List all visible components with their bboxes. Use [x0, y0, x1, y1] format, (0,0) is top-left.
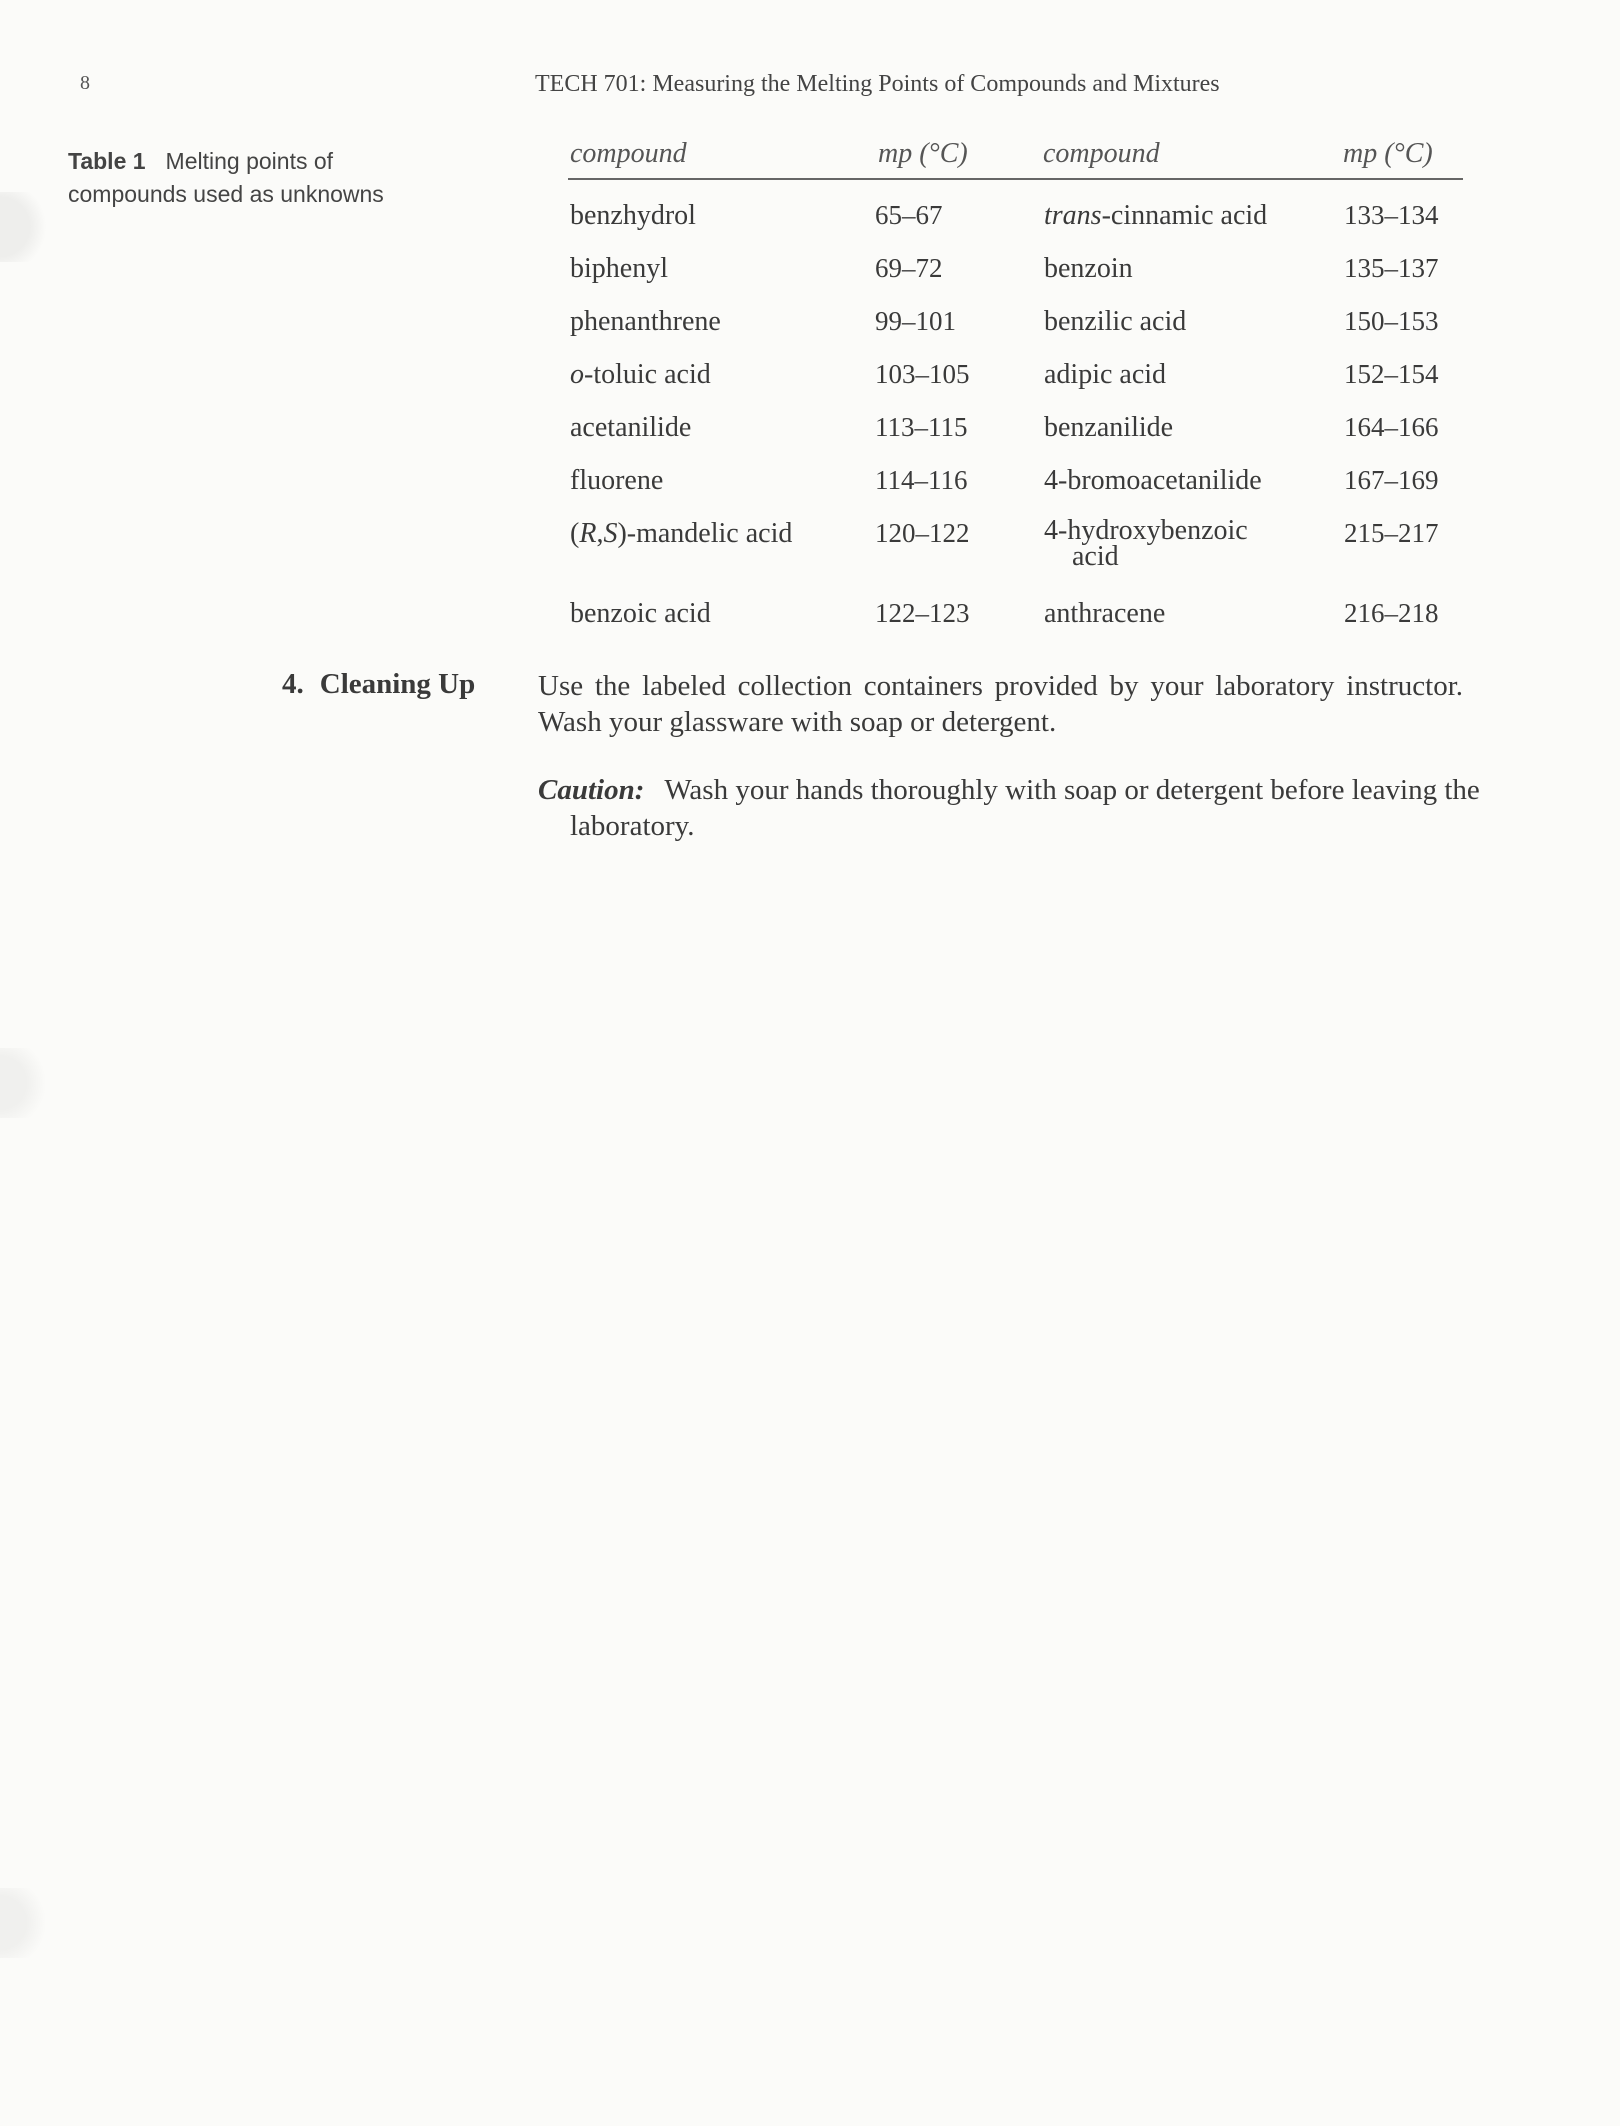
mp-cell: 69–72	[875, 253, 943, 283]
compound-line: acid	[1072, 541, 1119, 572]
table-row	[568, 598, 1463, 634]
table-caption-text: Melting points of compounds used as unknowns	[68, 148, 384, 207]
mp-cell: 216–218	[1344, 598, 1439, 628]
mp-cell: 167–169	[1344, 465, 1439, 495]
table-caption	[68, 145, 448, 211]
compound-cell: trans-cinnamic acid	[1044, 200, 1268, 231]
section-number: 4.	[282, 668, 304, 700]
mp-cell: 120–122	[875, 518, 970, 548]
binder-hole	[0, 1888, 56, 1958]
binder-hole	[0, 1048, 56, 1118]
table-row	[568, 200, 1463, 236]
compound-italic-prefix: trans	[1044, 200, 1102, 231]
compound-line: 4-hydroxybenzoic	[1044, 515, 1248, 546]
mp-cell: 65–67	[875, 200, 943, 230]
compound-cell: anthracene	[1044, 598, 1166, 629]
melting-point-table	[568, 138, 1463, 629]
caution-text: Wash your hands thoroughly with soap or detergent before leaving the laboratory.	[570, 774, 1480, 842]
table-header	[568, 138, 1463, 180]
table-row	[568, 359, 1463, 395]
compound-cell: phenanthrene	[570, 306, 721, 337]
caution-label: Caution:	[538, 774, 645, 806]
compound-cell: (R,S)-mandelic acid	[570, 518, 793, 549]
compound-cell: benzilic acid	[1044, 306, 1187, 337]
page-number: 8	[80, 72, 90, 94]
header-mp-2: mp (°C)	[1343, 138, 1433, 169]
mp-cell: 103–105	[875, 359, 970, 389]
table-caption-label: Table 1	[68, 148, 146, 174]
binder-hole	[0, 192, 56, 262]
mp-cell: 99–101	[875, 306, 956, 336]
mp-cell: 152–154	[1344, 359, 1439, 389]
mp-cell: 215–217	[1344, 518, 1439, 548]
compound-cell: benzoic acid	[570, 598, 711, 629]
mp-cell: 122–123	[875, 598, 970, 628]
header-compound-1: compound	[570, 138, 687, 169]
table-row	[568, 412, 1463, 448]
table-row	[568, 253, 1463, 289]
header-mp-1: mp (°C)	[878, 138, 968, 169]
section-body: Use the labeled collection containers provided by your laboratory instructor. Wash your glassware with soap or detergent.	[538, 670, 1463, 738]
compound-cell: adipic acid	[1044, 359, 1167, 390]
section-heading	[282, 668, 475, 701]
running-head: TECH 701: Measuring the Melting Points of Compounds and Mixtures	[535, 71, 1220, 97]
header-compound-2: compound	[1043, 138, 1160, 169]
compound-cell: benzhydrol	[570, 200, 696, 231]
mp-cell: 113–115	[875, 412, 968, 442]
table-row	[568, 306, 1463, 342]
caution-note	[538, 772, 1495, 844]
mp-cell: 114–116	[875, 465, 968, 495]
compound-cell: biphenyl	[570, 253, 668, 284]
table-row	[568, 465, 1463, 501]
mp-cell: 135–137	[1344, 253, 1439, 283]
compound-cell: o-toluic acid	[570, 359, 711, 390]
compound-cell	[1044, 515, 1304, 572]
compound-cell: fluorene	[570, 465, 664, 496]
table-row	[568, 515, 1463, 578]
compound-cell: acetanilide	[570, 412, 692, 443]
compound-cell: 4-bromoacetanilide	[1044, 465, 1262, 496]
section-title: Cleaning Up	[319, 668, 476, 700]
compound-cell: benzoin	[1044, 253, 1133, 284]
compound-cell: benzanilide	[1044, 412, 1174, 443]
mp-cell: 150–153	[1344, 306, 1439, 336]
mp-cell: 164–166	[1344, 412, 1439, 442]
compound-italic-prefix: o	[570, 359, 584, 390]
mp-cell: 133–134	[1344, 200, 1439, 230]
